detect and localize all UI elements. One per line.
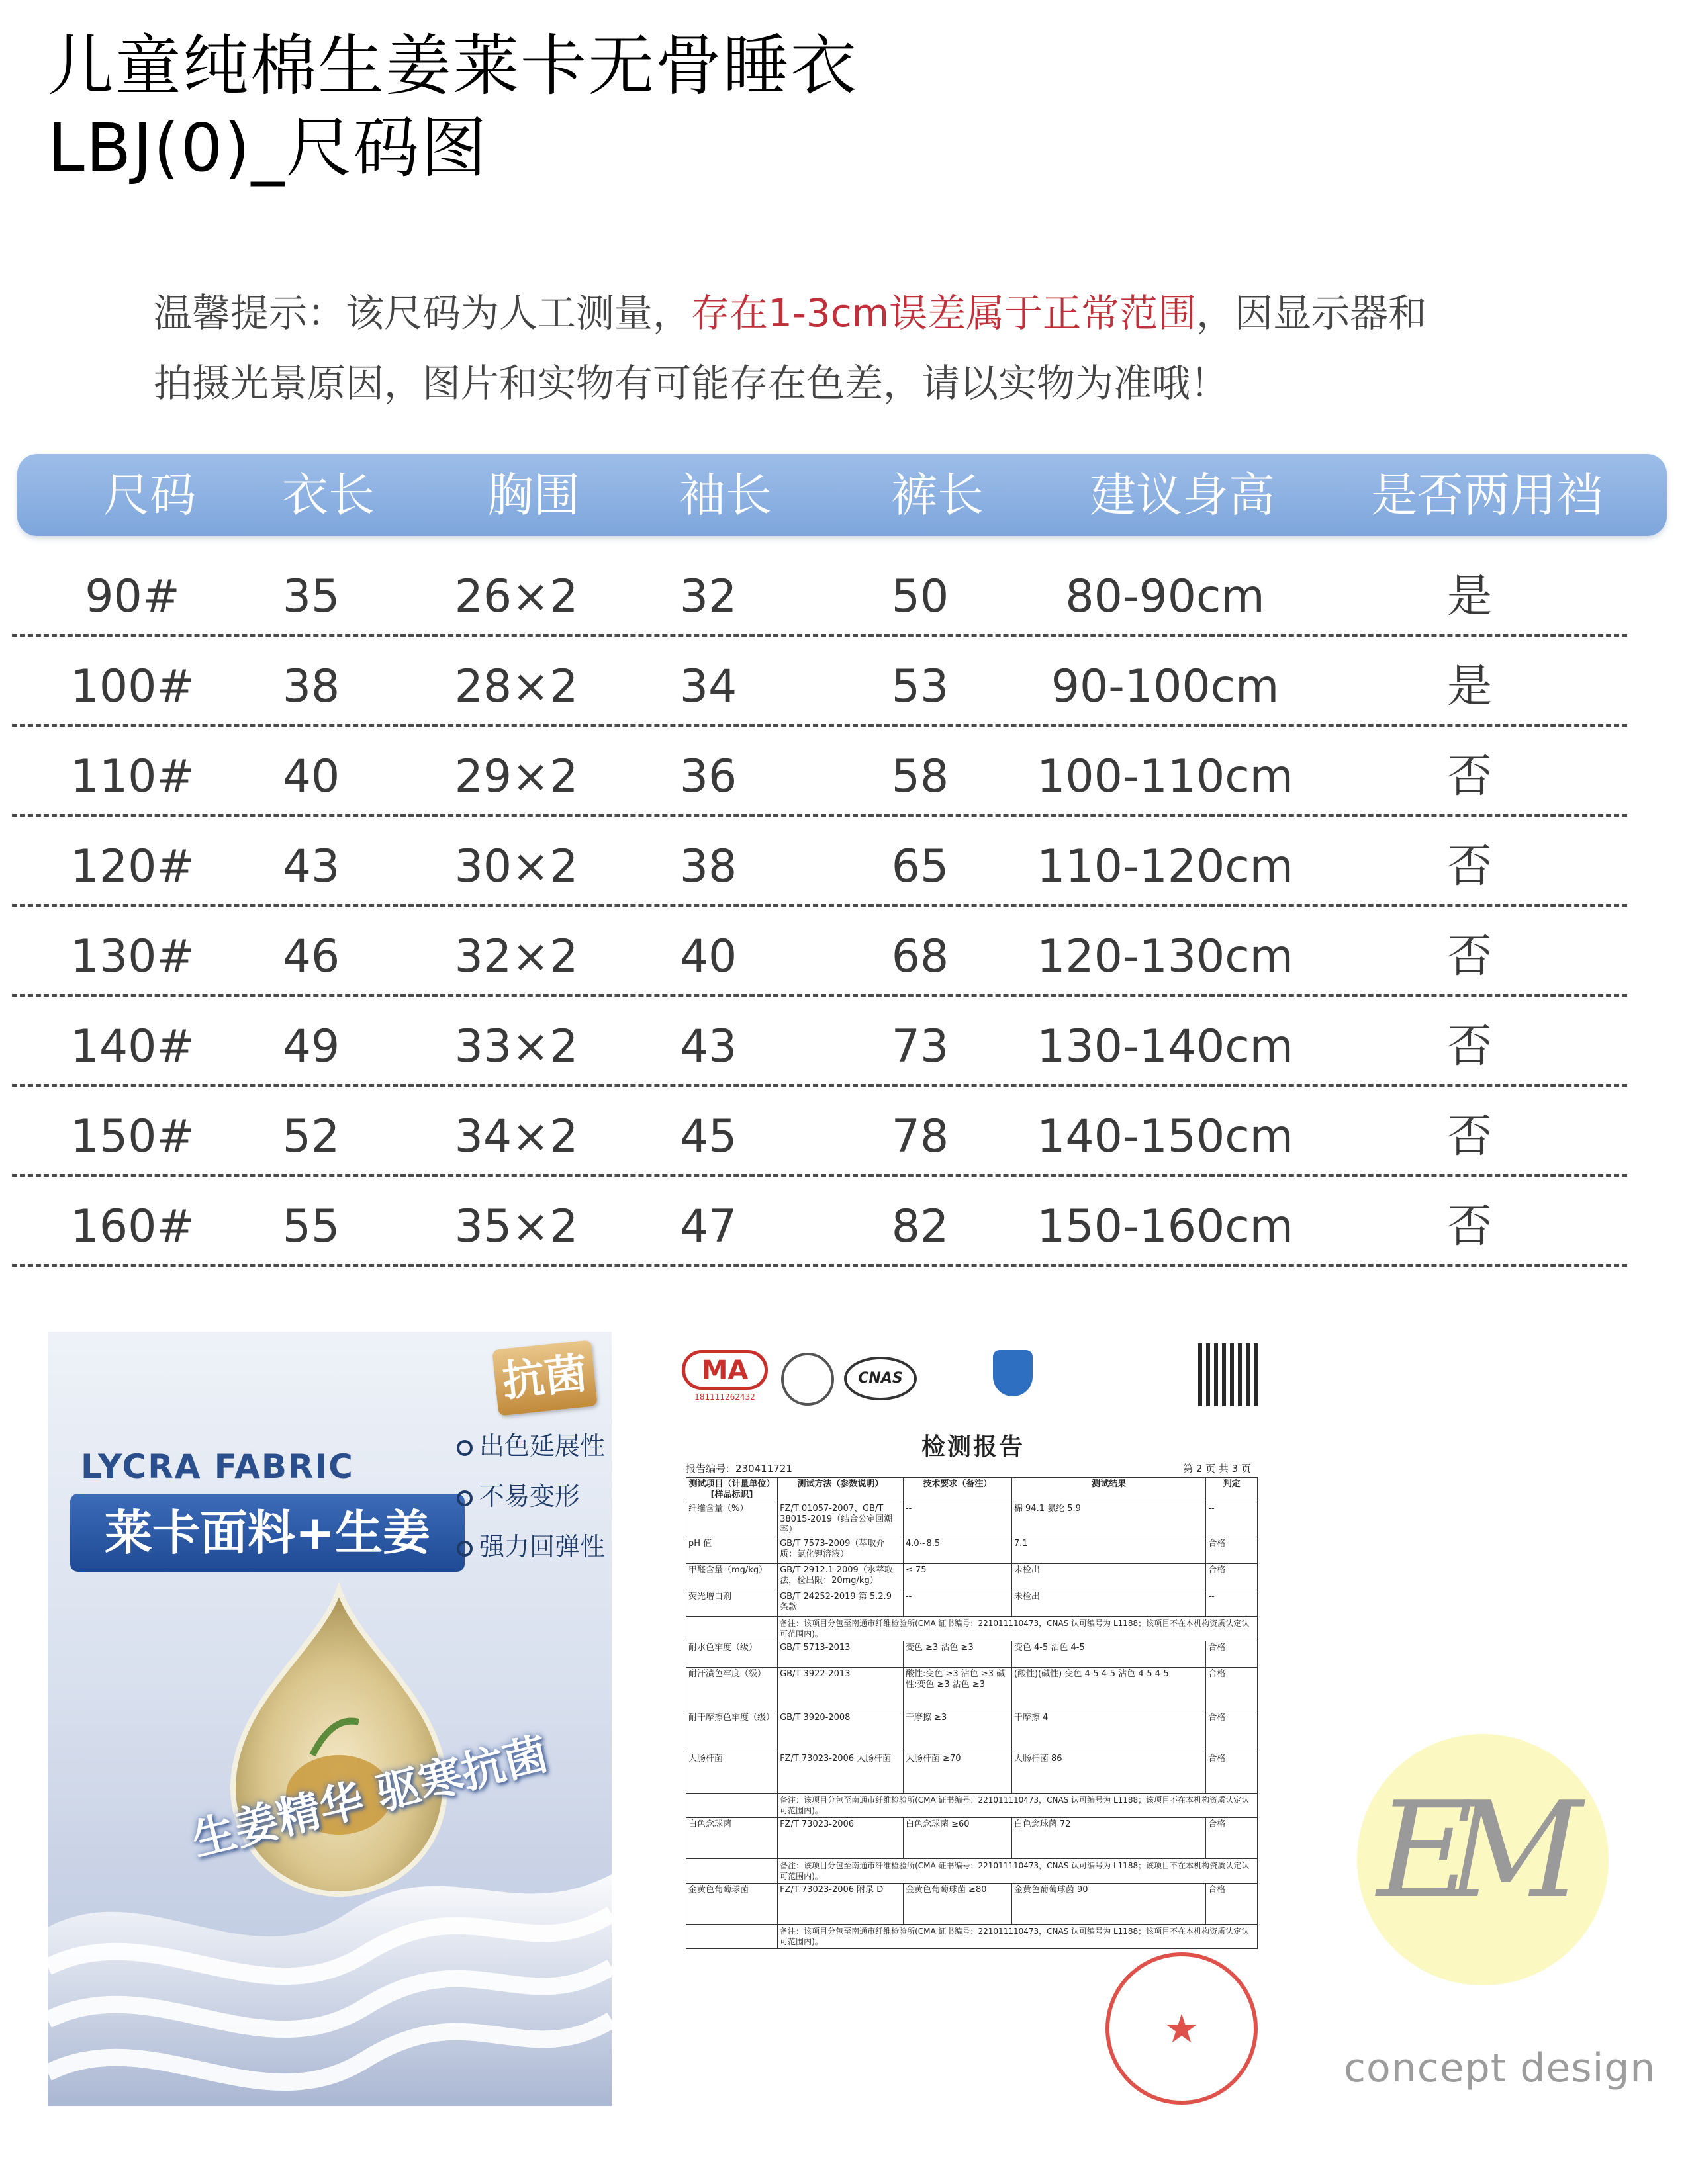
title-line-1: 儿童纯棉生姜莱卡无骨睡衣 — [48, 27, 858, 105]
report-cell: 合格 — [1206, 1537, 1258, 1564]
report-logos — [682, 1343, 1264, 1423]
feature-3: 强力回弹性 — [457, 1526, 605, 1563]
report-cell: pH 值 — [686, 1537, 778, 1564]
report-table — [686, 1477, 1258, 1949]
report-cell: 耐汗渍色牢度（级） — [686, 1668, 778, 1711]
cell-length: 43 — [282, 841, 340, 893]
cell-length: 46 — [282, 931, 340, 983]
report-header-cell: 技术要求（备注） — [903, 1478, 1011, 1502]
size-row — [12, 817, 1627, 907]
report-row — [686, 1590, 1258, 1617]
report-note-row — [686, 1794, 1258, 1818]
report-note: 备注：该项目分包至南通市纤维检验所(CMA 证书编号：221011110473，CNAS 认可编号为 L1188；该项目不在本机构资质认定认可范围内)。 — [778, 1617, 1258, 1641]
title-line-2: LBJ(0)_尺码图 — [48, 109, 489, 187]
report-cell: 耐干摩擦色牢度（级） — [686, 1711, 778, 1752]
shield-icon — [993, 1350, 1033, 1396]
size-row — [12, 997, 1627, 1087]
cell-length: 49 — [282, 1021, 340, 1073]
report-cell: FZ/T 73023-2006 大肠杆菌 — [778, 1752, 904, 1794]
header-height: 建议身高 — [1090, 468, 1275, 522]
report-cell: 未检出 — [1011, 1590, 1205, 1617]
cell-length: 38 — [282, 660, 340, 713]
report-cell: FZ/T 73023-2006 附录 D — [778, 1884, 904, 1925]
report-cell: 酸性:变色 ≥3 沾色 ≥3 碱性:变色 ≥3 沾色 ≥3 — [903, 1668, 1011, 1711]
report-row — [686, 1564, 1258, 1590]
size-row — [12, 727, 1627, 817]
qr-code-icon — [1198, 1343, 1261, 1406]
cell-sleeve: 45 — [679, 1111, 737, 1163]
lycra-slogan: 生姜精华 驱寒抗菌 — [187, 1728, 553, 1866]
report-note-spacer — [686, 1925, 778, 1949]
lycra-brand: LYCRA FABRIC — [81, 1447, 354, 1486]
cell-dual: 否 — [1446, 1021, 1493, 1073]
header-chest: 胸围 — [487, 468, 580, 522]
feature-1: 出色延展性 — [457, 1426, 605, 1462]
feature-2: 不易变形 — [457, 1476, 580, 1512]
test-report — [682, 1343, 1264, 2101]
report-cell: ≤ 75 — [903, 1564, 1011, 1590]
report-cell: 白色念球菌 72 — [1011, 1818, 1205, 1859]
logo-monogram: EM — [1377, 1774, 1556, 1928]
cell-height: 120-130cm — [1037, 931, 1293, 983]
report-note: 备注：该项目分包至南通市纤维检验所(CMA 证书编号：221011110473，CNAS 认可编号为 L1188；该项目不在本机构资质认定认可范围内)。 — [778, 1794, 1258, 1818]
report-number: 报告编号：230411721 — [686, 1463, 792, 1475]
cell-size: 120# — [70, 841, 195, 893]
report-cell: 耐水色牢度（级） — [686, 1641, 778, 1668]
header-sleeve: 袖长 — [679, 468, 772, 522]
cell-height: 140-150cm — [1037, 1111, 1293, 1163]
report-cell: 大肠杆菌 86 — [1011, 1752, 1205, 1794]
report-cell: 4.0~8.5 — [903, 1537, 1011, 1564]
cnas-logo-icon: CNAS — [844, 1357, 917, 1400]
report-cell: 纤维含量（%） — [686, 1502, 778, 1537]
report-row — [686, 1641, 1258, 1668]
report-cell: 白色念球菌 — [686, 1818, 778, 1859]
report-cell: GB/T 3922-2013 — [778, 1668, 904, 1711]
size-row — [12, 637, 1627, 727]
cell-sleeve: 43 — [679, 1021, 737, 1073]
size-row — [12, 907, 1627, 997]
cell-pants: 82 — [891, 1201, 949, 1253]
size-row — [12, 547, 1627, 637]
report-cell: 干摩擦 ≥3 — [903, 1711, 1011, 1752]
size-row — [12, 1087, 1627, 1177]
cell-height: 90-100cm — [1051, 660, 1280, 713]
report-cell: 金黄色葡萄球菌 ≥80 — [903, 1884, 1011, 1925]
cell-length: 52 — [282, 1111, 340, 1163]
cell-dual: 否 — [1446, 931, 1493, 983]
report-row — [686, 1668, 1258, 1711]
ilac-logo-icon — [781, 1353, 834, 1406]
report-cell: FZ/T 01057-2007、GB/T 38015-2019（结合公定回潮率） — [778, 1502, 904, 1537]
header-pants: 裤长 — [891, 468, 984, 522]
cell-sleeve: 47 — [679, 1201, 737, 1253]
report-cell: 大肠杆菌 — [686, 1752, 778, 1794]
cell-pants: 78 — [891, 1111, 949, 1163]
em-logo — [1337, 1734, 1655, 2105]
cell-chest: 26×2 — [454, 570, 579, 623]
cell-dual: 否 — [1446, 751, 1493, 803]
cell-chest: 32×2 — [454, 931, 579, 983]
report-cell: 变色 4-5 沾色 4-5 — [1011, 1641, 1205, 1668]
report-cell: 白色念球菌 ≥60 — [903, 1818, 1011, 1859]
cell-pants: 50 — [891, 570, 949, 623]
cell-sleeve: 38 — [679, 841, 737, 893]
cell-dual: 是 — [1446, 570, 1493, 623]
cell-pants: 73 — [891, 1021, 949, 1073]
report-cell: GB/T 5713-2013 — [778, 1641, 904, 1668]
notice-highlight: 存在1-3cm误差属于正常范围 — [691, 291, 1197, 336]
report-row — [686, 1884, 1258, 1925]
notice-line-1 — [154, 278, 1610, 348]
report-cell: GB/T 7573-2009（萃取介质：氯化钾溶液） — [778, 1537, 904, 1564]
cell-dual: 否 — [1446, 841, 1493, 893]
report-cell: 合格 — [1206, 1668, 1258, 1711]
report-cell: -- — [1206, 1502, 1258, 1537]
report-cell: FZ/T 73023-2006 — [778, 1818, 904, 1859]
size-row — [12, 1177, 1627, 1267]
cell-dual: 是 — [1446, 660, 1493, 713]
report-row — [686, 1537, 1258, 1564]
report-cell: 金黄色葡萄球菌 90 — [1011, 1884, 1205, 1925]
notice — [154, 278, 1610, 418]
report-header-cell: 测试项目（计量单位）[样品标识] — [686, 1478, 778, 1502]
report-row — [686, 1502, 1258, 1537]
inspection-stamp-icon: ★ — [1105, 1952, 1258, 2105]
cell-chest: 33×2 — [454, 1021, 579, 1073]
cma-logo-icon: MA — [682, 1350, 768, 1390]
cma-code: 181111262432 — [694, 1392, 755, 1402]
logo-tagline: concept design — [1344, 2045, 1656, 2091]
cell-height: 150-160cm — [1037, 1201, 1293, 1253]
antibacterial-badge: 抗菌 — [492, 1340, 598, 1416]
notice-text: 温馨提示：该尺码为人工测量， — [154, 291, 692, 336]
notice-text-2: ，因显示器和 — [1196, 291, 1427, 336]
report-cell: 荧光增白剂 — [686, 1590, 778, 1617]
cell-dual: 否 — [1446, 1201, 1493, 1253]
cell-pants: 53 — [891, 660, 949, 713]
cell-height: 130-140cm — [1037, 1021, 1293, 1073]
report-title: 检测报告 — [921, 1433, 1025, 1461]
report-cell: -- — [1206, 1590, 1258, 1617]
report-page: 第 2 页 共 3 页 — [1183, 1463, 1251, 1475]
cell-chest: 34×2 — [454, 1111, 579, 1163]
report-cell: 合格 — [1206, 1711, 1258, 1752]
report-header-cell: 判定 — [1206, 1478, 1258, 1502]
report-cell: 合格 — [1206, 1752, 1258, 1794]
report-note-spacer — [686, 1859, 778, 1884]
report-cell: 合格 — [1206, 1884, 1258, 1925]
report-cell: 未检出 — [1011, 1564, 1205, 1590]
cell-pants: 68 — [891, 931, 949, 983]
report-note-row — [686, 1859, 1258, 1884]
cell-pants: 58 — [891, 751, 949, 803]
cell-chest: 30×2 — [454, 841, 579, 893]
header-length: 衣长 — [282, 468, 375, 522]
report-cell: (酸性)(碱性) 变色 4-5 4-5 沾色 4-5 4-5 — [1011, 1668, 1205, 1711]
cell-sleeve: 36 — [679, 751, 737, 803]
report-cell: 甲醛含量（mg/kg） — [686, 1564, 778, 1590]
report-cell: 合格 — [1206, 1818, 1258, 1859]
report-cell: 合格 — [1206, 1564, 1258, 1590]
cell-size: 90# — [85, 570, 180, 623]
report-note-row — [686, 1925, 1258, 1949]
report-cell: GB/T 2912.1-2009（水萃取法，检出限：20mg/kg） — [778, 1564, 904, 1590]
report-cell: 大肠杆菌 ≥70 — [903, 1752, 1011, 1794]
report-cell: 金黄色葡萄球菌 — [686, 1884, 778, 1925]
report-cell: 棉 94.1 氨纶 5.9 — [1011, 1502, 1205, 1537]
report-note-spacer — [686, 1794, 778, 1818]
header-dual: 是否两用裆 — [1371, 468, 1603, 522]
cell-height: 80-90cm — [1065, 570, 1265, 623]
cell-size: 150# — [70, 1111, 195, 1163]
cell-dual: 否 — [1446, 1111, 1493, 1163]
cell-sleeve: 40 — [679, 931, 737, 983]
report-cell: 干摩擦 4 — [1011, 1711, 1205, 1752]
cell-size: 140# — [70, 1021, 195, 1073]
cell-height: 100-110cm — [1037, 751, 1293, 803]
cell-pants: 65 — [891, 841, 949, 893]
cell-length: 40 — [282, 751, 340, 803]
cell-chest: 29×2 — [454, 751, 579, 803]
report-cell: -- — [903, 1502, 1011, 1537]
report-row — [686, 1752, 1258, 1794]
report-header-cell: 测试方法（参数说明） — [778, 1478, 904, 1502]
notice-line-2: 拍摄光景原因，图片和实物有可能存在色差，请以实物为准哦！ — [154, 361, 1229, 406]
report-header-row — [686, 1478, 1258, 1502]
report-cell: 7.1 — [1011, 1537, 1205, 1564]
cell-sleeve: 32 — [679, 570, 737, 623]
cell-length: 35 — [282, 570, 340, 623]
cell-chest: 28×2 — [454, 660, 579, 713]
lycra-banner: 莱卡面料+生姜 — [70, 1494, 465, 1572]
header-size: 尺码 — [103, 468, 196, 522]
report-row — [686, 1711, 1258, 1752]
cell-chest: 35×2 — [454, 1201, 579, 1253]
report-cell: GB/T 24252-2019 第 5.2.9 条款 — [778, 1590, 904, 1617]
report-cell: 变色 ≥3 沾色 ≥3 — [903, 1641, 1011, 1668]
lycra-fabric-image — [48, 1332, 612, 2106]
report-note: 备注：该项目分包至南通市纤维检验所(CMA 证书编号：221011110473，CNAS 认可编号为 L1188；该项目不在本机构资质认定认可范围内)。 — [778, 1859, 1258, 1884]
page-title — [48, 25, 858, 189]
cell-size: 160# — [70, 1201, 195, 1253]
cell-sleeve: 34 — [679, 660, 737, 713]
cell-height: 110-120cm — [1037, 841, 1293, 893]
report-cell: GB/T 3920-2008 — [778, 1711, 904, 1752]
size-table-header — [17, 454, 1667, 536]
cell-size: 130# — [70, 931, 195, 983]
report-note-spacer — [686, 1617, 778, 1641]
cell-size: 100# — [70, 660, 195, 713]
report-cell: 合格 — [1206, 1641, 1258, 1668]
report-cell: -- — [903, 1590, 1011, 1617]
report-row — [686, 1818, 1258, 1859]
cell-length: 55 — [282, 1201, 340, 1253]
report-note: 备注：该项目分包至南通市纤维检验所(CMA 证书编号：221011110473，CNAS 认可编号为 L1188；该项目不在本机构资质认定认可范围内)。 — [778, 1925, 1258, 1949]
cell-size: 110# — [70, 751, 195, 803]
report-note-row — [686, 1617, 1258, 1641]
report-header-cell: 测试结果 — [1011, 1478, 1205, 1502]
